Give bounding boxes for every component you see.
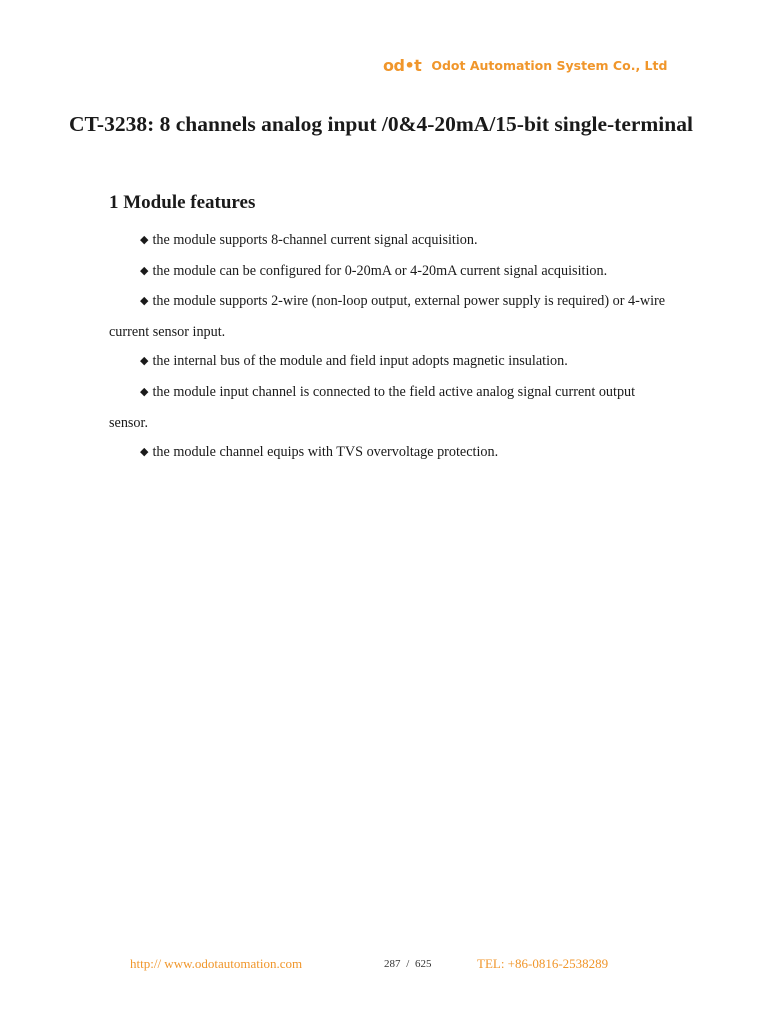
footer-website-link[interactable]: http:// www.odotautomation.com [130, 956, 303, 971]
diamond-bullet-icon: ◆ [140, 355, 149, 368]
feature-item [109, 257, 671, 288]
feature-text: the module channel equips with TVS overvoltage protection. [152, 444, 499, 461]
document-title: CT-3238: 8 channels analog input /0&4-20mA/15-bit single-terminal [69, 112, 693, 136]
feature-list [109, 226, 671, 469]
feature-text: the module supports 8-channel current signal acquisition. [152, 232, 478, 248]
diamond-bullet-icon: ◆ [140, 234, 149, 246]
feature-item [109, 287, 671, 347]
logo-text: od•t [383, 55, 422, 75]
feature-item [109, 347, 671, 378]
footer-telephone: TEL: +86-0816-2538289 [477, 956, 609, 971]
feature-text: the module can be configured for 0-20mA or 4-20mA current signal acquisition. [152, 262, 608, 279]
diamond-bullet-icon: ◆ [140, 264, 149, 277]
feature-item [109, 378, 671, 438]
diamond-bullet-icon: ◆ [140, 446, 149, 459]
diamond-bullet-icon: ◆ [140, 295, 149, 308]
company-logo [383, 56, 421, 75]
feature-item [109, 438, 671, 469]
feature-text: the module input channel is connected to the field active analog signal current output sensor. [109, 383, 636, 431]
feature-text: the module supports 2-wire (non-loop output, external power supply is required) or 4-wire current sensor input. [109, 293, 666, 340]
page-number: 287 / 625 [384, 958, 432, 970]
company-name: Odot Automation System Co., Ltd [431, 57, 668, 73]
feature-text: the internal bus of the module and field input adopts magnetic insulation. [152, 353, 568, 370]
feature-item [109, 226, 671, 257]
page-header [383, 55, 667, 75]
diamond-bullet-icon: ◆ [140, 385, 149, 398]
section-heading: 1 Module features [109, 192, 256, 213]
